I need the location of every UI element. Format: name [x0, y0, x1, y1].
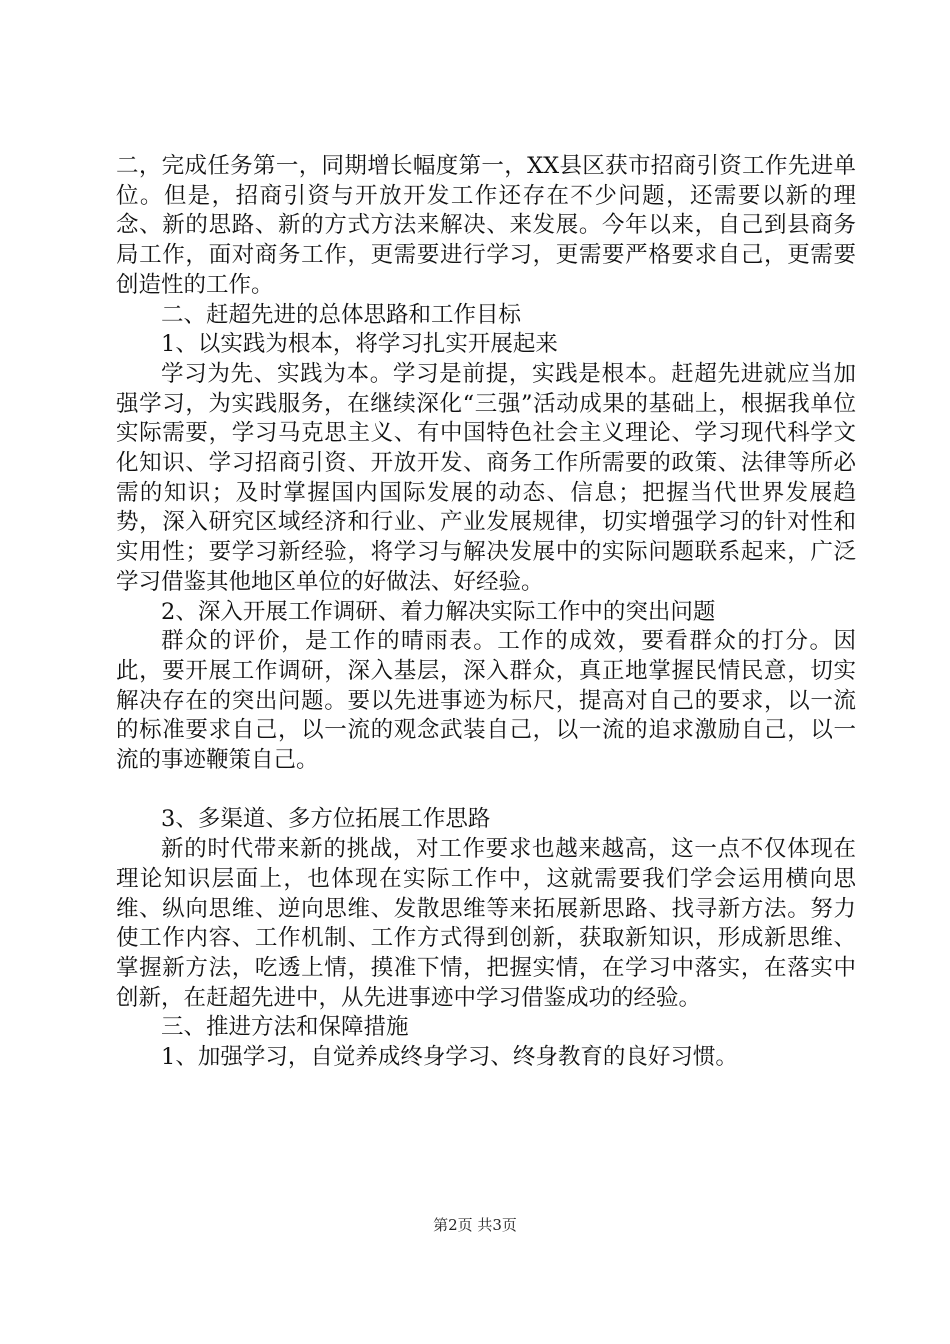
page-footer: 第2页 共3页 — [433, 1216, 517, 1234]
subheading-2-2: 2、深入开展工作调研、着力解决实际工作中的突出问题 — [161, 598, 716, 625]
paragraph-thinking: 新的时代带来新的挑战，对工作要求也越来越高，这一点不仅体现在理论知识层面上，也体现在实际工作中，这就需要我们学会运用横向思维、纵向思维、逆向思维、发散思维等来拓展新思路、找寻新方法。努力使工作内容、工作机制、工作方式得到创新，获取新知识，形成新思维、掌握新方法，吃透上情，摸准下情，把握实情，在学习中落实，在落实中创新，在赶超先进中，从先进事迹中学习借鉴成功的经验。 — [116, 836, 856, 1011]
subheading-2-3: 3、多渠道、多方位拓展工作思路 — [161, 806, 491, 833]
subheading-2-1: 1、以实践为根本，将学习扎实开展起来 — [161, 331, 558, 358]
document-body — [116, 152, 856, 1073]
paragraph-study: 学习为先、实践为本。学习是前提，实践是根本。赶超先进就应当加强学习，为实践服务，在继续深化“三强”活动成果的基础上，根据我单位实际需要，学习马克思主义、有中国特色社会主义理论、学习现代科学文化知识、学习招商引资、开放开发、商务工作所需要的政策、法律等所必需的知识；及时掌握国内国际发展的动态、信息；把握当代世界发展趋势，深入研究区域经济和行业、产业发展规律，切实增强学习的针对性和实用性；要学习新经验，将学习与解决发展中的实际问题联系起来，广泛学习借鉴其他地区单位的好做法、好经验。 — [116, 360, 856, 595]
section-heading-2: 二、赶超先进的总体思路和工作目标 — [161, 301, 522, 328]
paragraph-continuation: 二，完成任务第一，同期增长幅度第一，XX县区获市招商引资工作先进单位。但是，招商引资与开放开发工作还存在不少问题，还需要以新的理念、新的思路、新的方式方法来解决、来发展。今年以来，自己到县商务局工作，面对商务工作，更需要进行学习，更需要严格要求自己，更需要创造性的工作。 — [116, 153, 856, 298]
paragraph-survey: 群众的评价，是工作的晴雨表。工作的成效，要看群众的打分。因此，要开展工作调研，深入基层，深入群众，真正地掌握民情民意，切实解决存在的突出问题。要以先进事迹为标尺，提高对自己的要求，以一流的标准要求自己，以一流的观念武装自己，以一流的追求激励自己，以一流的事迹鞭策自己。 — [116, 628, 856, 774]
section-heading-3: 三、推进方法和保障措施 — [161, 1014, 409, 1041]
subheading-3-1: 1、加强学习，自觉养成终身学习、终身教育的良好习惯。 — [161, 1044, 738, 1071]
paragraph-gap — [116, 776, 856, 806]
